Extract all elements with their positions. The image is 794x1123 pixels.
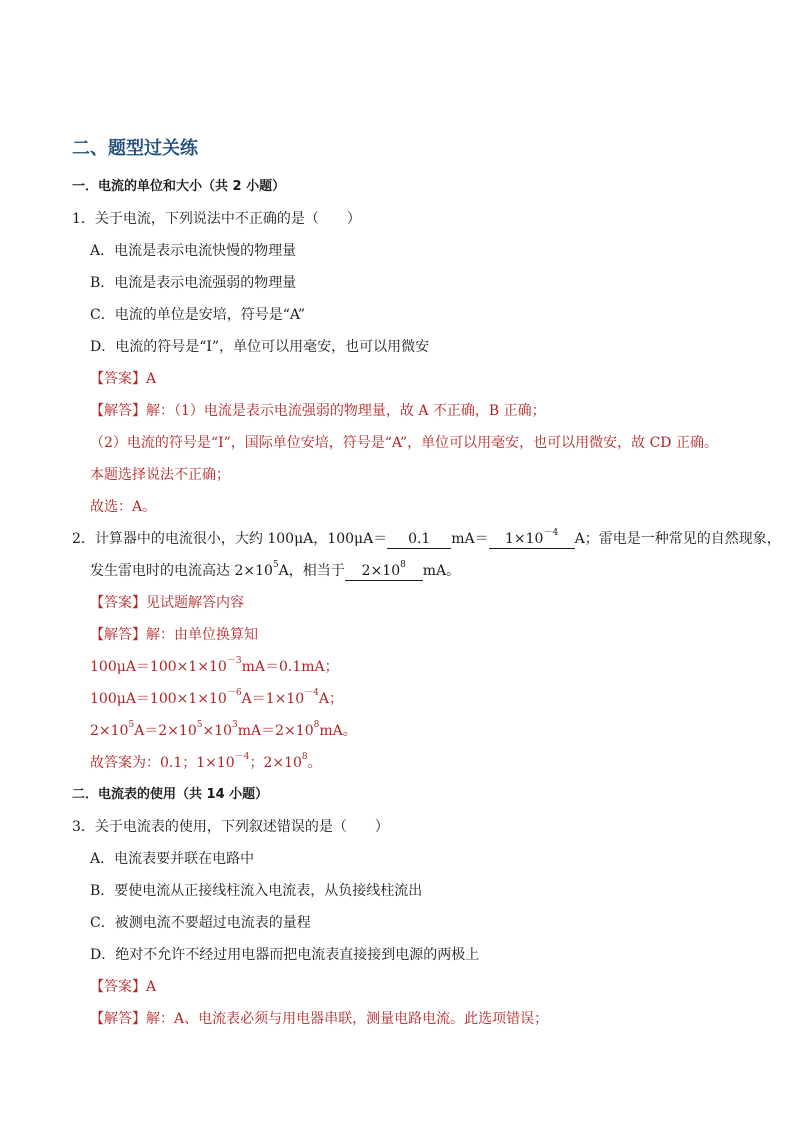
section-title: 二、题型过关练 xyxy=(72,138,198,159)
q3-analysis xyxy=(90,1010,548,1028)
calc-exp: 5 xyxy=(128,720,135,731)
answer-label: 【答案】 xyxy=(90,595,146,611)
final-text: 故答案为：0.1；1×10 xyxy=(90,755,235,771)
q1-option-a: A．电流是表示电流快慢的物理量 xyxy=(90,243,297,259)
q1-answer xyxy=(90,370,156,388)
calc-text: A； xyxy=(318,691,343,707)
q2-stem2-c: mA。 xyxy=(422,563,461,579)
calc-text: A＝1×10 xyxy=(241,691,305,707)
q2-blank-3-exp: 8 xyxy=(400,560,406,571)
analysis-text: 解：A、电流表必须与用电器串联，测量电路电流。此选项错误； xyxy=(146,1011,549,1027)
q2-stem2-a: 发生雷电时的电流高达 2×10 xyxy=(90,563,273,579)
q1-option-b: B．电流是表示电流强弱的物理量 xyxy=(90,275,297,291)
final-text: ；2×10 xyxy=(249,755,302,771)
calc-text: 100μA＝100×1×10 xyxy=(90,691,227,707)
q2-blank-3-base: 2×10 xyxy=(361,563,401,579)
q2-blank-1: 0.1 xyxy=(387,530,451,549)
final-text: 。 xyxy=(307,755,322,771)
calc-exp: －4 xyxy=(304,688,319,699)
analysis-text: 解：由单位换算知 xyxy=(146,627,258,643)
answer-value: A xyxy=(146,371,157,387)
q2-stem-b: mA＝ xyxy=(451,531,489,547)
final-exp: －4 xyxy=(234,752,250,763)
answer-value: 见试题解答内容 xyxy=(146,595,244,611)
answer-value: A xyxy=(146,979,157,995)
part1-heading: 一．电流的单位和大小（共 2 小题） xyxy=(72,179,286,194)
q1-analysis-line3: 本题选择说法不正确； xyxy=(90,467,230,483)
q3-option-a: A．电流表要并联在电路中 xyxy=(90,851,255,867)
calc-exp: 3 xyxy=(232,720,238,731)
q1-analysis xyxy=(90,402,546,420)
q1-conclusion: 故选：A。 xyxy=(90,499,157,515)
final-exp: 8 xyxy=(301,752,308,763)
calc-exp: －3 xyxy=(226,656,242,667)
q3-option-d: D．绝对不允许不经过用电器而把电流表直接接到电源的两极上 xyxy=(90,947,480,963)
analysis-label: 【解答】 xyxy=(90,627,146,643)
q2-stem-line1 xyxy=(72,530,781,549)
calc-text: mA＝0.1mA； xyxy=(241,659,339,675)
q3-stem: 3．关于电流表的使用，下列叙述错误的是（ ） xyxy=(72,819,389,835)
q3-option-b: B．要使电流从正接线柱流入电流表，从负接线柱流出 xyxy=(90,883,423,899)
q2-blank-2 xyxy=(489,530,575,549)
q2-final-answer xyxy=(90,754,322,772)
q3-option-c: C．被测电流不要超过电流表的量程 xyxy=(90,915,311,931)
part2-heading: 二．电流表的使用（共 14 小题） xyxy=(72,787,269,802)
q2-stem-line2 xyxy=(90,562,460,581)
q2-stem-c: A；雷电是一种常见的自然现象， xyxy=(574,531,781,547)
q2-calc-2 xyxy=(90,690,343,708)
calc-exp: －6 xyxy=(226,688,242,699)
q2-calc-3 xyxy=(90,722,357,740)
q2-blank-2-base: 1×10 xyxy=(505,531,544,547)
q1-stem: 1．关于电流，下列说法中不正确的是（ ） xyxy=(72,211,361,227)
q2-stem2-exp: 5 xyxy=(272,560,279,571)
calc-text: mA＝2×10 xyxy=(237,723,314,739)
q3-answer xyxy=(90,978,156,996)
q2-analysis xyxy=(90,626,258,644)
analysis-label: 【解答】 xyxy=(90,1011,146,1027)
calc-text: 100μA＝100×1×10 xyxy=(90,659,227,675)
answer-label: 【答案】 xyxy=(90,979,146,995)
q1-option-d: D．电流的符号是“I”，单位可以用毫安，也可以用微安 xyxy=(90,339,430,355)
calc-text: 2×10 xyxy=(90,723,129,739)
q1-option-c: C．电流的单位是安培，符号是“A” xyxy=(90,307,306,323)
analysis-label: 【解答】 xyxy=(90,403,146,419)
q2-calc-1 xyxy=(90,658,339,676)
calc-text: mA。 xyxy=(319,723,357,739)
q2-stem-a: 2．计算器中的电流很小，大约 100μA，100μA＝ xyxy=(72,531,388,547)
q2-answer xyxy=(90,594,244,612)
analysis-text: 解：（1）电流是表示电流强弱的物理量，故 A 不正确，B 正确； xyxy=(146,403,546,419)
calc-text: ×10 xyxy=(202,723,233,739)
calc-exp: 5 xyxy=(196,720,203,731)
answer-label: 【答案】 xyxy=(90,371,146,387)
q2-stem2-b: A，相当于 xyxy=(278,563,345,579)
calc-text: A＝2×10 xyxy=(134,723,197,739)
q2-blank-3 xyxy=(345,562,423,581)
q2-blank-2-exp: －4 xyxy=(543,528,559,539)
calc-exp: 8 xyxy=(313,720,320,731)
q1-analysis-line2: （2）电流的符号是“I”，国际单位安培，符号是“A”，单位可以用毫安，也可以用微安，故 CD 正确。 xyxy=(90,435,718,451)
